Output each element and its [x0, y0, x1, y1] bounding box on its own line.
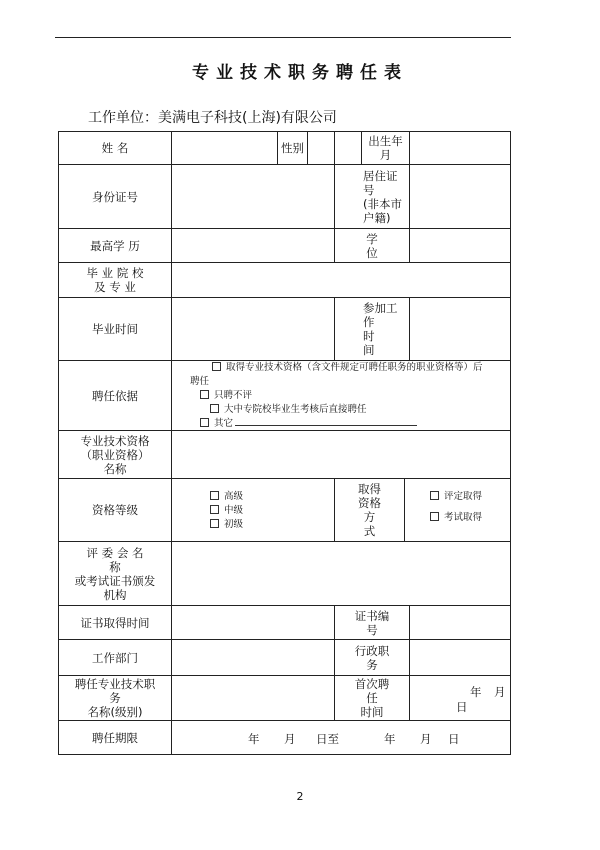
checkbox-icon — [210, 491, 219, 500]
page-number: 2 — [296, 790, 304, 803]
education-label: 最高学 历 — [58, 228, 171, 262]
level-options — [171, 478, 334, 541]
level-option-senior[interactable] — [210, 491, 243, 503]
form-title: 专业技术职务聘任表 — [192, 63, 408, 83]
basis-option-qualified-text: 取得专业技术资格（含文件规定可聘任职务的职业资格等）后 — [226, 362, 483, 373]
basis-label: 聘任依据 — [58, 360, 171, 430]
level-option-junior-text: 初级 — [224, 519, 244, 530]
method-option-assessed-text: 评定取得 — [444, 491, 483, 502]
post-name-field[interactable] — [171, 675, 334, 720]
basis-option-qualified-cont: 聘任 — [190, 376, 210, 387]
admin-post-label: 行政职 务 — [334, 639, 409, 675]
degree-label: 学 位 — [334, 228, 409, 262]
id-field[interactable] — [171, 164, 334, 228]
level-option-middle-text: 中级 — [224, 505, 244, 516]
name-field[interactable] — [171, 131, 277, 164]
method-option-exam-text: 考试取得 — [444, 512, 483, 523]
other-underline[interactable] — [235, 425, 417, 426]
checkbox-icon — [212, 362, 221, 371]
level-option-senior-text: 高级 — [224, 491, 244, 502]
basis-option-other[interactable] — [200, 418, 417, 430]
term-label: 聘任期限 — [58, 720, 171, 755]
basis-option-no-review[interactable] — [200, 390, 252, 402]
term-start-month: 月 — [284, 732, 296, 746]
first-time-day: 日 — [456, 700, 468, 714]
qualification-field[interactable] — [171, 430, 511, 478]
birth-label: 出生年 月 — [361, 131, 409, 164]
term-field[interactable] — [171, 720, 511, 755]
department-field[interactable] — [171, 639, 334, 675]
name-label: 姓 名 — [58, 131, 171, 164]
post-name-label: 聘任专业技术职 务 名称(级别) — [58, 675, 171, 720]
checkbox-icon — [430, 512, 439, 521]
basis-option-no-review-text: 只聘不评 — [214, 390, 253, 401]
acquire-method-label: 取得 资格 方 式 — [334, 478, 404, 541]
level-option-middle[interactable] — [210, 505, 243, 517]
admin-post-field[interactable] — [409, 639, 511, 675]
residence-field[interactable] — [409, 164, 511, 228]
method-option-exam[interactable] — [430, 512, 482, 524]
top-rule — [55, 37, 511, 38]
checkbox-icon — [200, 418, 209, 427]
grad-time-field[interactable] — [171, 297, 334, 360]
qualification-label: 专业技术资格 （职业资格） 名称 — [58, 430, 171, 478]
cert-no-label: 证书编 号 — [334, 605, 409, 639]
committee-label: 评 委 会 名 称 或考试证书颁发 机构 — [58, 541, 171, 605]
basis-option-graduate-text: 大中专院校毕业生考核后直接聘任 — [224, 404, 367, 415]
method-option-assessed[interactable] — [430, 491, 482, 503]
basis-option-other-text: 其它 — [214, 418, 234, 429]
term-start-year: 年 — [248, 732, 260, 746]
gender-extra-field[interactable] — [334, 131, 361, 164]
level-label: 资格等级 — [58, 478, 171, 541]
work-start-label: 参加工 作 时 间 — [334, 297, 409, 360]
residence-label: 居住证 号 (非本市 户籍) — [334, 164, 409, 228]
cert-time-label: 证书取得时间 — [58, 605, 171, 639]
gender-label: 性别 — [277, 131, 307, 164]
first-time-label: 首次聘 任 时间 — [334, 675, 409, 720]
checkbox-icon — [210, 404, 219, 413]
method-options — [404, 478, 511, 541]
checkbox-icon — [210, 519, 219, 528]
id-label: 身份证号 — [58, 164, 171, 228]
school-label: 毕 业 院 校 及 专 业 — [58, 262, 171, 297]
grad-time-label: 毕业时间 — [58, 297, 171, 360]
committee-field[interactable] — [171, 541, 511, 605]
checkbox-icon — [210, 505, 219, 514]
appointment-form-table — [58, 131, 511, 755]
term-start-day: 日至 — [316, 732, 339, 746]
education-field[interactable] — [171, 228, 334, 262]
gender-field[interactable] — [307, 131, 334, 164]
basis-option-graduate[interactable] — [210, 404, 367, 416]
level-option-junior[interactable] — [210, 519, 243, 531]
cert-no-field[interactable] — [409, 605, 511, 639]
degree-field[interactable] — [409, 228, 511, 262]
department-label: 工作部门 — [58, 639, 171, 675]
term-end-month: 月 — [420, 732, 432, 746]
first-time-year: 年 — [470, 685, 482, 699]
work-start-field[interactable] — [409, 297, 511, 360]
basis-option-qualified[interactable] — [212, 362, 483, 374]
term-end-year: 年 — [384, 732, 396, 746]
checkbox-icon — [430, 491, 439, 500]
term-end-day: 日 — [448, 732, 460, 746]
birth-field[interactable] — [409, 131, 511, 164]
work-unit: 工作单位：美满电子科技(上海)有限公司 — [88, 110, 337, 126]
cert-time-field[interactable] — [171, 605, 334, 639]
first-time-month: 月 — [494, 685, 506, 699]
school-field[interactable] — [171, 262, 511, 297]
checkbox-icon — [200, 390, 209, 399]
